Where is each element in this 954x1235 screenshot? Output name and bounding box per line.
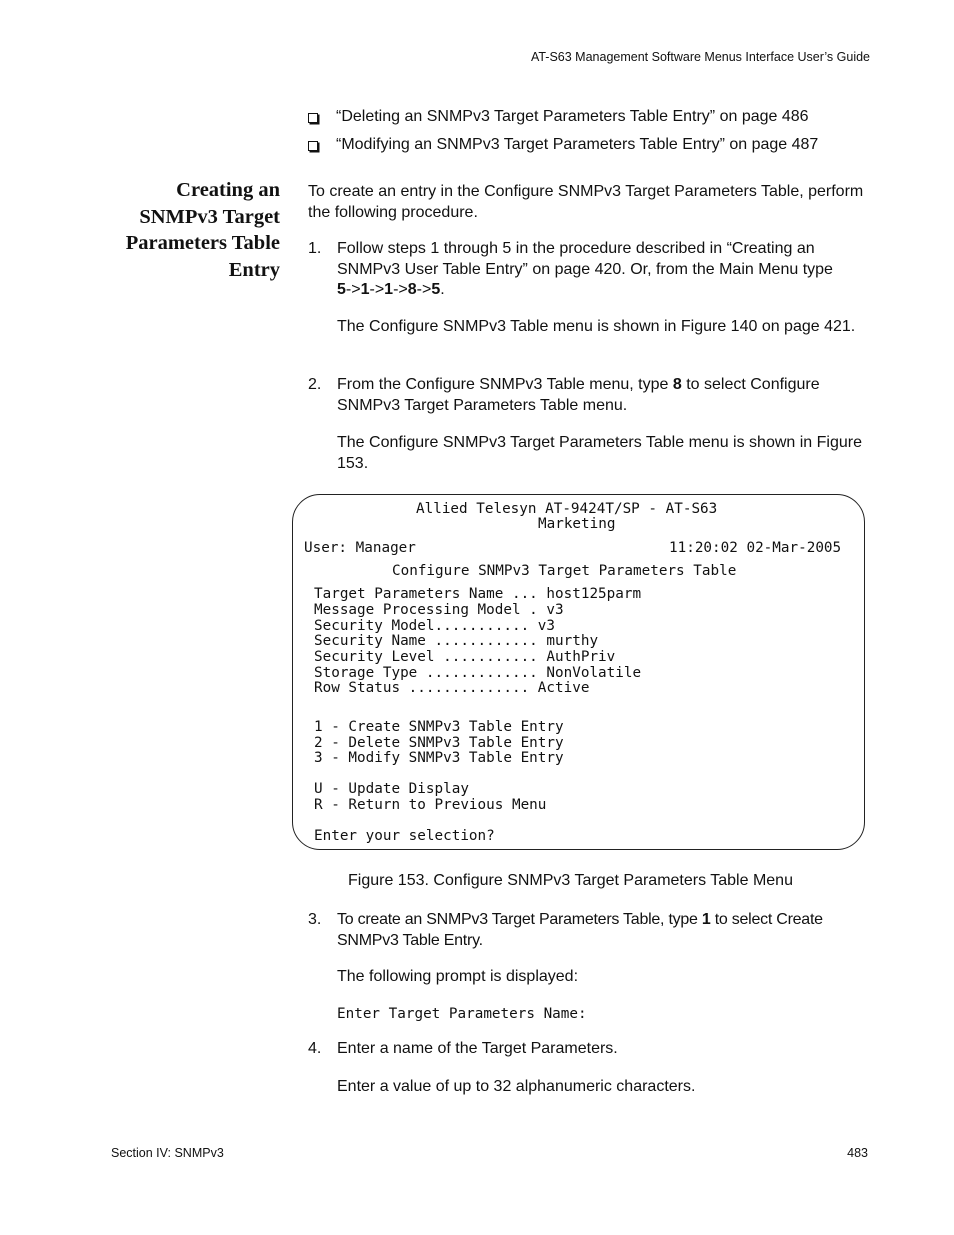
intro-paragraph: To create an entry in the Configure SNMPv3 Target Parameters Table, perform the following procedure. [308, 183, 864, 221]
step-number: 1. [308, 240, 322, 257]
field-row: Row Status .............. Active [314, 680, 590, 696]
menu-option: 2 - Delete SNMPv3 Table Entry [314, 735, 564, 751]
user-label: User: Manager [304, 540, 416, 556]
list-item [308, 108, 818, 136]
key-separator: -> [393, 281, 408, 298]
step-text-pre: From the Configure SNMPv3 Table menu, type [337, 376, 673, 393]
step-text-pre: To create an SNMPv3 Target Parameters Table, type [337, 911, 702, 928]
list-item [308, 136, 818, 164]
step-text [337, 910, 872, 951]
menu-key: 5 [431, 281, 441, 298]
field-row: Message Processing Model . v3 [314, 602, 564, 618]
field-row: Target Parameters Name ... host125parm [314, 586, 642, 602]
step-number: 3. [308, 911, 322, 928]
step-1 [308, 239, 868, 301]
date-time: 11:20:02 02-Mar-2005 [669, 540, 842, 556]
footer-section: Section IV: SNMPv3 [111, 1146, 224, 1160]
menu-key: 1 [360, 281, 370, 298]
bullet-text: “Modifying an SNMPv3 Target Parameters Table Entry” on page 487 [336, 136, 819, 153]
step-3 [308, 910, 868, 952]
step-3-note: The following prompt is displayed: [337, 968, 579, 985]
field-row: Security Level ........... AuthPriv [314, 649, 616, 665]
running-header: AT-S63 Management Software Menus Interface User’s Guide [530, 50, 870, 64]
step-4-note: Enter a value of up to 32 alphanumeric characters. [337, 1078, 696, 1095]
step-text-main: Follow steps 1 through 5 in the procedure described in “Creating an SNMPv3 User Table Entry” on page 420. Or, from the Main Menu type [337, 240, 833, 278]
step-1-note: The Configure SNMPv3 Table menu is shown in Figure 140 on page 421. [337, 318, 856, 335]
field-row: Security Model........... v3 [314, 618, 556, 634]
system-location: Marketing [538, 516, 616, 532]
step-4 [308, 1039, 868, 1061]
sentence-end: . [440, 281, 445, 298]
step-text-post: to select Create SNMPv3 Table Entry. [337, 911, 823, 949]
menu-option: U - Update Display [314, 781, 469, 797]
menu-title: Configure SNMPv3 Target Parameters Table [392, 563, 737, 579]
heading-line: Entry [228, 258, 280, 281]
bullet-text: “Deleting an SNMPv3 Target Parameters Table Entry” on page 486 [336, 108, 809, 125]
selection-prompt: Enter your selection? [314, 828, 495, 844]
name-prompt: Enter Target Parameters Name: [337, 1006, 587, 1022]
terminal-screen [292, 494, 865, 850]
page-number: 483 [847, 1146, 868, 1160]
step-text-post: to select Configure SNMPv3 Target Parameters Table menu. [337, 376, 820, 414]
menu-key: 8 [407, 281, 417, 298]
step-2-note: The Configure SNMPv3 Target Parameters Table menu is shown in Figure 153. [337, 434, 862, 472]
related-topics-list [308, 108, 818, 164]
heading-line: SNMPv3 Target [139, 205, 280, 228]
menu-key: 1 [384, 281, 394, 298]
menu-key: 5 [337, 281, 346, 298]
step-text [337, 375, 872, 416]
step-number: 2. [308, 376, 322, 393]
field-row: Storage Type ............. NonVolatile [314, 665, 642, 681]
checkbox-bullet-icon [308, 113, 318, 123]
menu-option: R - Return to Previous Menu [314, 797, 547, 813]
system-name: Allied Telesyn AT-9424T/SP - AT-S63 [416, 501, 718, 517]
menu-key: 8 [672, 376, 682, 393]
checkbox-bullet-icon [308, 141, 318, 151]
step-number: 4. [308, 1040, 322, 1057]
key-separator: -> [369, 281, 385, 298]
key-separator: -> [345, 281, 361, 298]
figure-caption: Figure 153. Configure SNMPv3 Target Parameters Table Menu [348, 872, 793, 889]
heading-line: Creating an [176, 179, 280, 201]
heading-line: Parameters Table [125, 232, 280, 254]
menu-option: 1 - Create SNMPv3 Table Entry [314, 719, 564, 735]
key-separator: -> [416, 281, 432, 298]
step-text: Enter a name of the Target Parameters. [337, 1040, 618, 1057]
field-row: Security Name ............ murthy [314, 633, 599, 649]
section-heading [100, 177, 280, 283]
step-2 [308, 375, 868, 417]
step-text [337, 239, 872, 301]
menu-option: 3 - Modify SNMPv3 Table Entry [314, 750, 564, 766]
menu-key: 1 [701, 911, 711, 928]
